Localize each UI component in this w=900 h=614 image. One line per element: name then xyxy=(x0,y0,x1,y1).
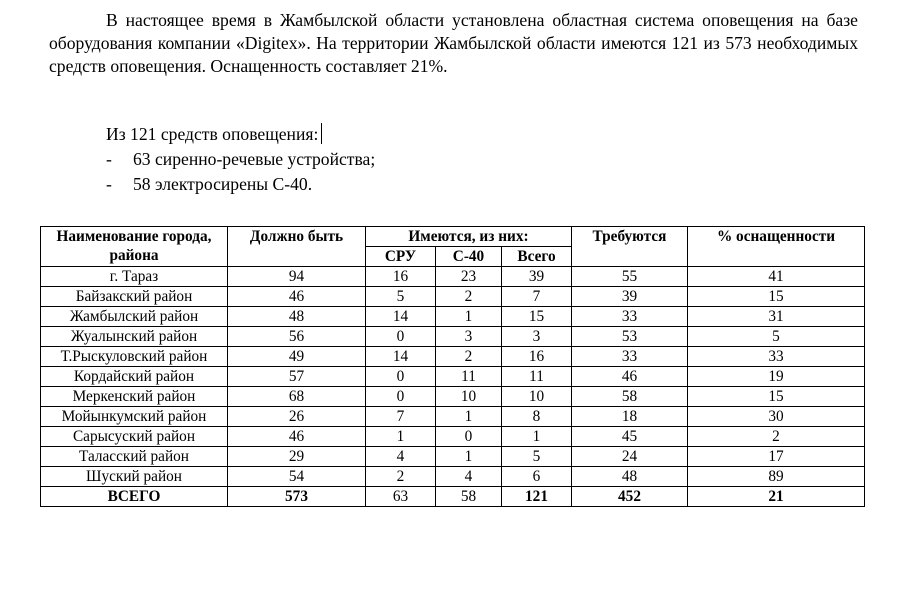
cell-c40: 1 xyxy=(436,407,502,427)
cell-name: Жуалынский район xyxy=(41,327,228,347)
cell-sru: 2 xyxy=(366,467,436,487)
cell-sru: 1 xyxy=(366,427,436,447)
cell-needed: 46 xyxy=(572,367,688,387)
header-needed: Требуются xyxy=(572,227,688,267)
cell-total: 3 xyxy=(502,327,572,347)
cell-name: Меркенский район xyxy=(41,387,228,407)
cell-name: Жамбылский район xyxy=(41,307,228,327)
cell-c40: 3 xyxy=(436,327,502,347)
cell-required: 46 xyxy=(228,427,366,447)
cell-total: 5 xyxy=(502,447,572,467)
total-sru: 63 xyxy=(366,487,436,507)
cell-percent: 89 xyxy=(688,467,865,487)
table-row xyxy=(41,467,865,487)
cell-c40: 10 xyxy=(436,387,502,407)
cell-required: 54 xyxy=(228,467,366,487)
sub-heading: Из 121 средств оповещения: xyxy=(106,124,319,144)
table-row xyxy=(41,387,865,407)
bullet-dash: - xyxy=(106,174,112,194)
bullet-text: 63 сиренно-речевые устройства; xyxy=(133,149,376,169)
cell-needed: 48 xyxy=(572,467,688,487)
total-total: 121 xyxy=(502,487,572,507)
cell-required: 94 xyxy=(228,267,366,287)
cell-needed: 58 xyxy=(572,387,688,407)
cell-required: 46 xyxy=(228,287,366,307)
total-row xyxy=(41,487,865,507)
cell-percent: 2 xyxy=(688,427,865,447)
cell-total: 6 xyxy=(502,467,572,487)
bullet-item xyxy=(106,148,376,171)
total-required: 573 xyxy=(228,487,366,507)
cell-name: Таласский район xyxy=(41,447,228,467)
cell-c40: 2 xyxy=(436,347,502,367)
cell-needed: 33 xyxy=(572,307,688,327)
table-row xyxy=(41,447,865,467)
table-row xyxy=(41,307,865,327)
cell-sru: 4 xyxy=(366,447,436,467)
header-sru: СРУ xyxy=(366,247,436,267)
bullet-text: 58 электросирены С-40. xyxy=(133,174,313,194)
cell-total: 15 xyxy=(502,307,572,327)
cell-percent: 41 xyxy=(688,267,865,287)
cell-sru: 0 xyxy=(366,327,436,347)
cell-c40: 1 xyxy=(436,447,502,467)
cell-total: 10 xyxy=(502,387,572,407)
cell-c40: 1 xyxy=(436,307,502,327)
cell-required: 49 xyxy=(228,347,366,367)
cell-sru: 5 xyxy=(366,287,436,307)
cell-name: Кордайский район xyxy=(41,367,228,387)
total-name: ВСЕГО xyxy=(41,487,228,507)
header-available: Имеются, из них: xyxy=(366,227,572,247)
bullet-dash: - xyxy=(106,149,112,169)
cell-needed: 39 xyxy=(572,287,688,307)
header-required: Должно быть xyxy=(228,227,366,267)
header-percent: % оснащенности xyxy=(688,227,865,267)
cell-percent: 17 xyxy=(688,447,865,467)
sub-heading-line xyxy=(106,123,322,146)
text-cursor xyxy=(321,123,322,144)
cell-name: Мойынкумский район xyxy=(41,407,228,427)
cell-c40: 4 xyxy=(436,467,502,487)
cell-name: Шуский район xyxy=(41,467,228,487)
cell-total: 8 xyxy=(502,407,572,427)
cell-total: 11 xyxy=(502,367,572,387)
table-row xyxy=(41,347,865,367)
cell-total: 1 xyxy=(502,427,572,447)
cell-c40: 23 xyxy=(436,267,502,287)
total-percent: 21 xyxy=(688,487,865,507)
cell-sru: 7 xyxy=(366,407,436,427)
table-row xyxy=(41,267,865,287)
cell-required: 26 xyxy=(228,407,366,427)
table-row xyxy=(41,367,865,387)
cell-c40: 2 xyxy=(436,287,502,307)
cell-total: 16 xyxy=(502,347,572,367)
cell-percent: 31 xyxy=(688,307,865,327)
cell-percent: 15 xyxy=(688,287,865,307)
cell-name: Т.Рыскуловский район xyxy=(41,347,228,367)
cell-c40: 0 xyxy=(436,427,502,447)
cell-needed: 18 xyxy=(572,407,688,427)
cell-sru: 16 xyxy=(366,267,436,287)
total-needed: 452 xyxy=(572,487,688,507)
header-total: Всего xyxy=(502,247,572,267)
cell-needed: 55 xyxy=(572,267,688,287)
equipment-table xyxy=(40,226,865,507)
header-name: Наименование города, района xyxy=(41,227,228,267)
cell-total: 7 xyxy=(502,287,572,307)
cell-name: Сарысуский район xyxy=(41,427,228,447)
table-row xyxy=(41,327,865,347)
cell-needed: 24 xyxy=(572,447,688,467)
intro-paragraph: В настоящее время в Жамбылской области установлена областная система оповещения на базе оборудования компании «Digitex». На территории Жамбылской области имеются 121 из 573 необходимых средств оповещения. Оснащенность составляет 21%. xyxy=(49,10,858,76)
table-row xyxy=(41,427,865,447)
cell-percent: 5 xyxy=(688,327,865,347)
cell-required: 56 xyxy=(228,327,366,347)
cell-percent: 30 xyxy=(688,407,865,427)
total-c40: 58 xyxy=(436,487,502,507)
table-row xyxy=(41,407,865,427)
cell-sru: 0 xyxy=(366,367,436,387)
cell-required: 68 xyxy=(228,387,366,407)
cell-percent: 33 xyxy=(688,347,865,367)
cell-name: Байзакский район xyxy=(41,287,228,307)
header-c40: С-40 xyxy=(436,247,502,267)
cell-name: г. Тараз xyxy=(41,267,228,287)
cell-total: 39 xyxy=(502,267,572,287)
cell-required: 57 xyxy=(228,367,366,387)
cell-c40: 11 xyxy=(436,367,502,387)
bullet-item xyxy=(106,173,313,196)
cell-percent: 15 xyxy=(688,387,865,407)
table-row xyxy=(41,287,865,307)
cell-required: 29 xyxy=(228,447,366,467)
cell-sru: 0 xyxy=(366,387,436,407)
cell-percent: 19 xyxy=(688,367,865,387)
cell-needed: 33 xyxy=(572,347,688,367)
cell-required: 48 xyxy=(228,307,366,327)
cell-sru: 14 xyxy=(366,307,436,327)
cell-needed: 53 xyxy=(572,327,688,347)
cell-sru: 14 xyxy=(366,347,436,367)
cell-needed: 45 xyxy=(572,427,688,447)
